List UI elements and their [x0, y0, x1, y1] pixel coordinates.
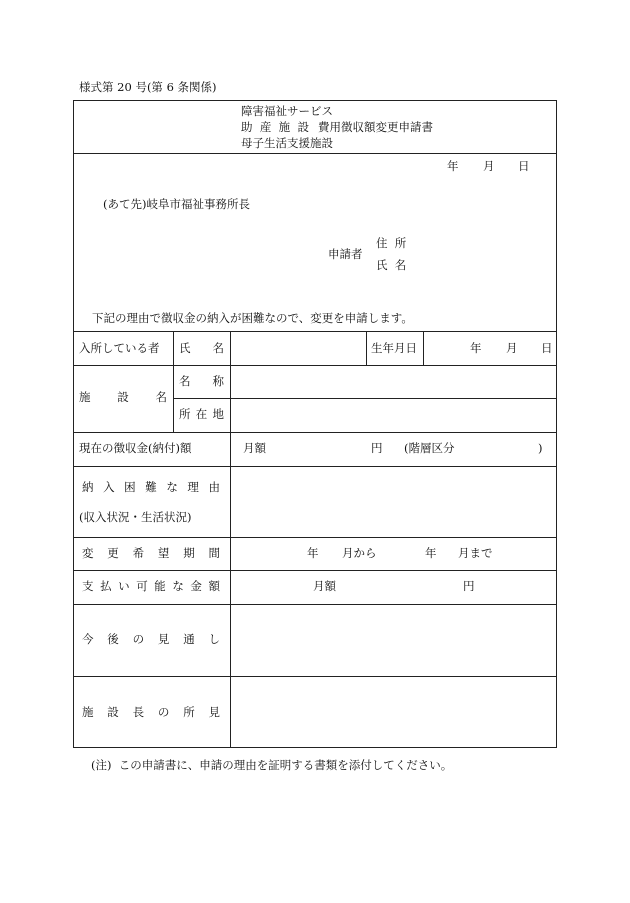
- application-date-year: 年: [447, 159, 459, 173]
- label-char: の: [132, 632, 145, 646]
- period-label: [82, 548, 220, 560]
- birth-date-field[interactable]: [425, 332, 555, 364]
- resident-name-field[interactable]: [232, 332, 365, 364]
- facility-name-label: [179, 376, 224, 388]
- addressee: (あて先)岐阜市福祉事務所長: [103, 197, 250, 211]
- payable-yen: 円: [463, 579, 475, 593]
- label-char: 間: [208, 546, 220, 560]
- label-char: 所: [183, 705, 195, 719]
- label-char: 氏: [179, 341, 191, 355]
- reason-sublabel: (収入状況・生活状況): [79, 510, 192, 524]
- applicant-label: 申請者: [328, 247, 363, 261]
- label-char: 理: [187, 480, 199, 494]
- footnote: (注) この申請書に、申請の理由を証明する書類を添付してください。: [91, 758, 453, 772]
- title-line-2-suffix: 費用徴収額変更申請書: [318, 120, 433, 134]
- period-from-year: 年: [307, 546, 319, 560]
- label-char: 見: [208, 705, 220, 719]
- birth-label-left-divider: [366, 331, 367, 365]
- table-left-border: [73, 100, 74, 748]
- label-char: 後: [107, 632, 119, 646]
- birth-label-right-divider: [423, 331, 424, 365]
- label-char: 更: [107, 546, 119, 560]
- label-char: 能: [154, 579, 166, 593]
- title-char: 産: [259, 120, 272, 134]
- table-bottom-border: [73, 747, 557, 748]
- label-char: 設: [117, 390, 129, 404]
- label-char: 在: [195, 407, 208, 421]
- facility-label: [79, 392, 167, 404]
- period-from-month: 月から: [342, 546, 377, 560]
- label-char: な: [166, 480, 178, 494]
- director-opinion-field[interactable]: [232, 677, 555, 746]
- label-char: 長: [132, 705, 145, 719]
- facility-location-label: [179, 409, 224, 421]
- current-fee-monthly: 月額: [243, 441, 266, 455]
- declaration: 下記の理由で徴収金の納入が困難なので、変更を申請します。: [92, 311, 413, 325]
- label-char: 施: [82, 705, 94, 719]
- label-char: 支: [82, 579, 94, 593]
- resident-subcolumn-divider: [173, 331, 174, 432]
- application-date-month: 月: [483, 159, 495, 173]
- label-char: 希: [132, 546, 145, 560]
- current-fee-label: 現在の徴収金(納付)額: [79, 441, 192, 455]
- resident-name-label: [179, 343, 224, 355]
- title-char: 設: [297, 120, 309, 134]
- label-char: 見: [157, 632, 170, 646]
- label-char: 変: [82, 546, 94, 560]
- birth-year: 年: [470, 341, 482, 355]
- label-char: 困: [124, 480, 136, 494]
- period-field[interactable]: [232, 538, 555, 569]
- facility-location-field[interactable]: [232, 399, 555, 431]
- director-opinion-label: [82, 707, 220, 719]
- current-fee-bracket-open: (階層区分: [404, 441, 455, 455]
- label-char: 払: [100, 579, 112, 593]
- birth-day: 日: [541, 341, 553, 355]
- outlook-label: [82, 634, 220, 646]
- current-fee-bracket-close: ): [538, 441, 543, 455]
- facility-row-divider: [73, 432, 557, 433]
- label-char: い: [118, 579, 130, 593]
- title-char: 助: [241, 120, 253, 134]
- label-char: 名: [179, 374, 191, 388]
- label-char: し: [208, 632, 220, 646]
- form-number: 様式第 20 号(第 6 条関係): [79, 80, 217, 94]
- period-to-year: 年: [425, 546, 437, 560]
- label-char: な: [172, 579, 184, 593]
- applicant-address-label: 住 所: [376, 236, 407, 250]
- label-char: 通: [183, 632, 195, 646]
- label-char: 入: [103, 480, 115, 494]
- label-char: 施: [79, 390, 91, 404]
- table-right-border: [556, 100, 557, 748]
- current-fee-field[interactable]: [270, 435, 365, 461]
- title-char: 施: [278, 120, 291, 134]
- birth-month: 月: [506, 341, 518, 355]
- current-fee-yen: 円: [371, 441, 383, 455]
- label-char: 望: [157, 546, 170, 560]
- period-to-month: 月まで: [458, 546, 493, 560]
- label-char: 設: [107, 705, 119, 719]
- birth-date-label: 生年月日: [371, 341, 417, 355]
- label-char: 名: [155, 390, 167, 404]
- reason-field[interactable]: [232, 467, 555, 536]
- label-char: 納: [82, 480, 94, 494]
- label-char: 名: [212, 341, 224, 355]
- resident-label: 入所している者: [79, 341, 160, 355]
- payable-monthly: 月額: [313, 579, 336, 593]
- title-line-3: 母子生活支援施設: [241, 136, 333, 150]
- application-date-day: 日: [518, 159, 530, 173]
- label-char: の: [157, 705, 170, 719]
- label-char: 額: [208, 579, 220, 593]
- label-char: 称: [212, 374, 224, 388]
- title-line-2-prefix: [241, 122, 309, 134]
- label-char: 地: [212, 407, 224, 421]
- payable-label: [82, 581, 220, 593]
- table-top-border: [73, 100, 557, 101]
- payable-field[interactable]: [340, 574, 458, 600]
- label-column-divider: [230, 331, 231, 748]
- applicant-name-label: 氏 名: [376, 258, 407, 272]
- facility-name-field[interactable]: [232, 366, 555, 397]
- period-row-divider: [73, 570, 557, 571]
- label-char: 難: [145, 480, 157, 494]
- label-char: 所: [179, 407, 191, 421]
- title-line-1: 障害福祉サービス: [241, 104, 333, 118]
- label-char: 由: [208, 480, 220, 494]
- label-char: 今: [82, 632, 94, 646]
- label-char: 金: [190, 579, 202, 593]
- title-divider: [73, 153, 557, 154]
- reason-label: [82, 482, 220, 494]
- outlook-field[interactable]: [232, 605, 555, 675]
- label-char: 期: [183, 546, 195, 560]
- label-char: 可: [136, 579, 148, 593]
